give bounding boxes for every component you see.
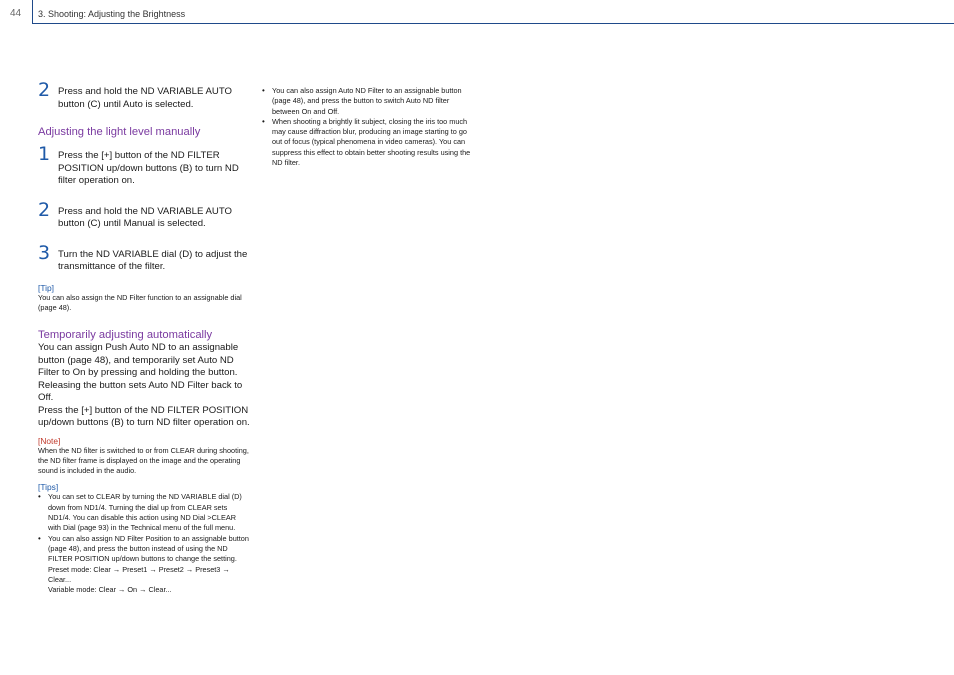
list-item [262,86,472,117]
temp-paragraph: You can assign Push Auto ND to an assignable button (page 48), and temporarily set Auto ND Filter to On by pressing and holding the button. Releasing the button sets Auto ND Filter back to Off. [38,342,243,404]
step-number: 2 [38,198,51,221]
list-item [38,492,250,533]
tips-label: [Tips] [38,482,59,493]
page-number: 44 [10,8,22,19]
step-number: 3 [38,241,51,264]
bullet-icon: • [262,116,265,126]
bullet-text: When shooting a brightly lit subject, closing the iris too much may cause diffraction blur, producing an image starting to go out of focus (typical phenomena in video cameras). You can suppress this effect to obtain better shooting results using the ND filter. [272,116,471,168]
right-column [262,86,472,168]
tip-item-text: You can also assign ND Filter Position to an assignable button (page 48), and press the button instead of using the ND FILTER POSITION up/down buttons to change the setting. [48,533,249,564]
step-item [38,198,250,231]
bullet-icon: • [38,533,41,543]
step-text: Press the [+] button of the ND FILTER POSITION up/down buttons (B) to turn ND filter operation on. [58,150,239,186]
variable-mode-line: Variable mode: Clear → On → Clear... [48,585,172,595]
step-number: 2 [38,79,51,101]
header-divider [32,0,33,24]
list-item [38,534,250,596]
left-column [38,79,250,595]
chapter-title-link[interactable]: 3. Shooting: Adjusting the Brightness [38,9,186,19]
tip-item-text: You can set to CLEAR by turning the ND VARIABLE dial (D) down from ND1/4. Turning the dial up from CLEAR sets ND1/4. You can disable this action using ND Dial >CLEAR with Dial (page 93) in the Technical menu of the full menu. [48,492,242,533]
step-item [38,79,250,111]
step-item [38,143,250,188]
step-number: 1 [38,143,51,165]
bullet-text: You can also assign Auto ND Filter to an assignable button (page 48), and press the button to switch Auto ND filter between On and Off. [272,86,462,116]
note-text: When the ND filter is switched to or from CLEAR during shooting, the ND filter frame is displayed on the image and the operating sound is included in the audio. [38,445,249,476]
section-heading-temporary: Temporarily adjusting automatically [38,329,213,342]
step-text: Press and hold the ND VARIABLE AUTO button (C) until Manual is selected. [58,205,233,229]
note-label: [Note] [38,435,61,446]
page-header [0,0,954,24]
bullet-list [262,86,472,168]
temp-paragraph: Press the [+] button of the ND FILTER POSITION up/down buttons (B) to turn ND filter operation on. [38,404,250,429]
header-rule [32,23,954,24]
step-text: Press and hold the ND VARIABLE AUTO button (C) until Auto is selected. [58,86,233,110]
tip-text: You can also assign the ND Filter function to an assignable dial (page 48). [38,292,242,312]
list-item [262,117,472,168]
preset-mode-line: Preset mode: Clear → Preset1 → Preset2 → Preset3 → Clear... [48,564,230,584]
bullet-icon: • [38,492,41,502]
section-heading-manual: Adjusting the light level manually [38,126,201,138]
tips-list [38,492,250,595]
step-text: Turn the ND VARIABLE dial (D) to adjust the transmittance of the filter. [58,248,248,272]
tip-label: [Tip] [38,282,54,293]
bullet-icon: • [262,86,265,95]
step-item [38,241,250,274]
